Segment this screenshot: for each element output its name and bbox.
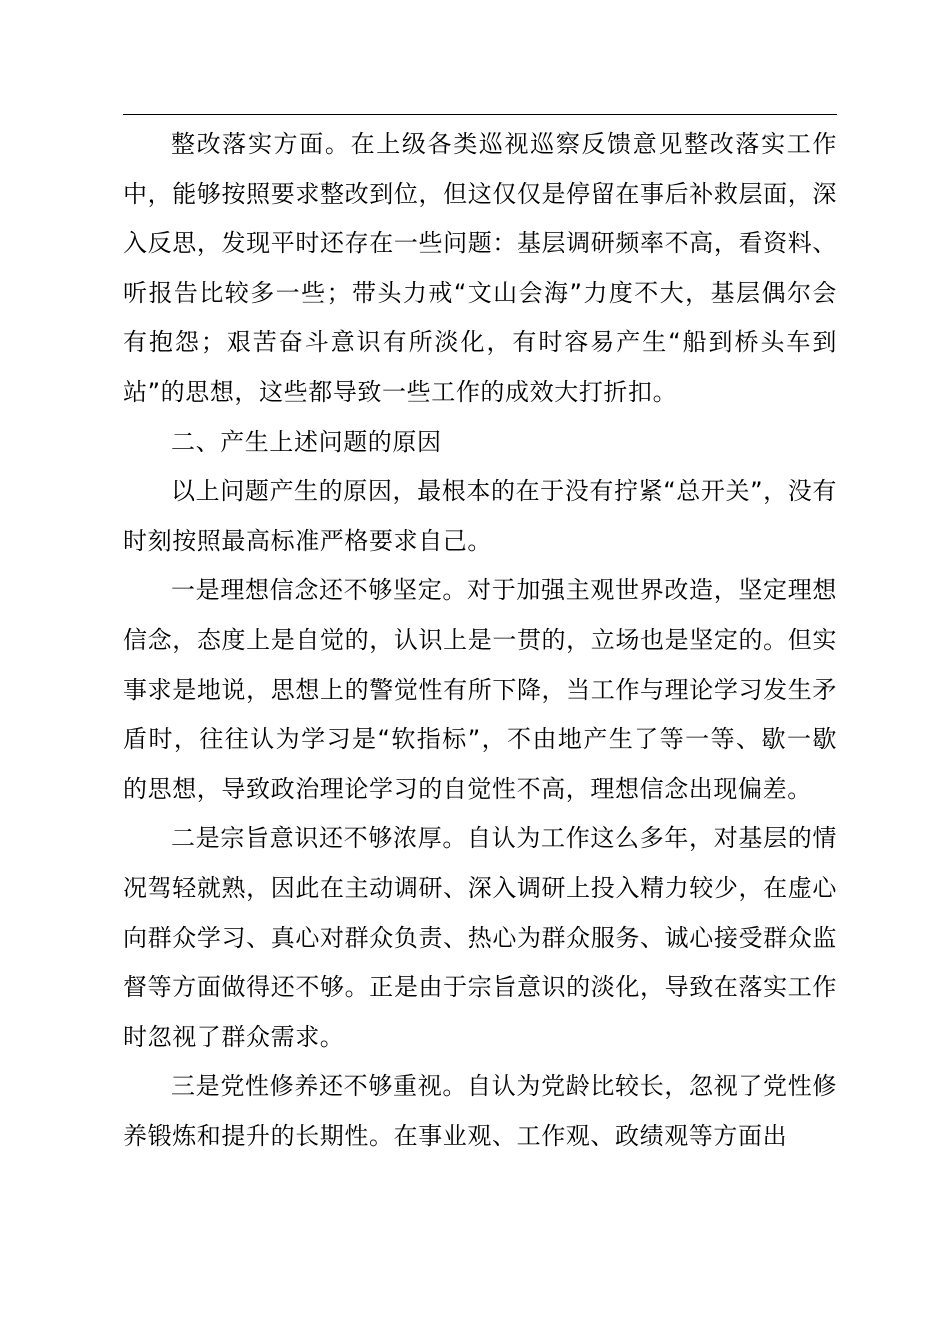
document-body	[123, 120, 837, 1161]
paragraph-purpose-awareness: 二是宗旨意识还不够浓厚。自认为工作这么多年，对基层的情况驾轻就熟，因此在主动调研、深入调研上投入精力较少，在虚心向群众学习、真心对群众负责、热心为群众服务、诚心接受群众监督等方面做得还不够。正是由于宗旨意识的淡化，导致在落实工作时忽视了群众需求。	[123, 824, 837, 1051]
paragraph-party-cultivation: 三是党性修养还不够重视。自认为党龄比较长，忽视了党性修养锻炼和提升的长期性。在事业观、工作观、政绩观等方面出	[123, 1072, 837, 1150]
paragraph-root-cause: 以上问题产生的原因，最根本的在于没有拧紧“总开关”，没有时刻按照最高标准严格要求自己。	[123, 477, 837, 555]
paragraph-ideals-beliefs: 一是理想信念还不够坚定。对于加强主观世界改造，坚定理想信念，态度上是自觉的，认识上是一贯的，立场也是坚定的。但实事求是地说，思想上的警觉性有所下降，当工作与理论学习发生矛盾时，往往认为学习是“软指标”，不由地产生了等一等、歇一歇的思想，导致政治理论学习的自觉性不高，理想信念出现偏差。	[123, 576, 837, 803]
header-rule	[123, 114, 837, 115]
paragraph-rectification: 整改落实方面。在上级各类巡视巡察反馈意见整改落实工作中，能够按照要求整改到位，但这仅仅是停留在事后补救层面，深入反思，发现平时还存在一些问题：基层调研频率不高，看资料、听报告比较多一些；带头力戒“文山会海”力度不大，基层偶尔会有抱怨；艰苦奋斗意识有所淡化，有时容易产生“船到桥头车到站”的思想，这些都导致一些工作的成效大打折扣。	[123, 130, 837, 406]
section-heading-causes: 二、产生上述问题的原因	[171, 427, 442, 456]
